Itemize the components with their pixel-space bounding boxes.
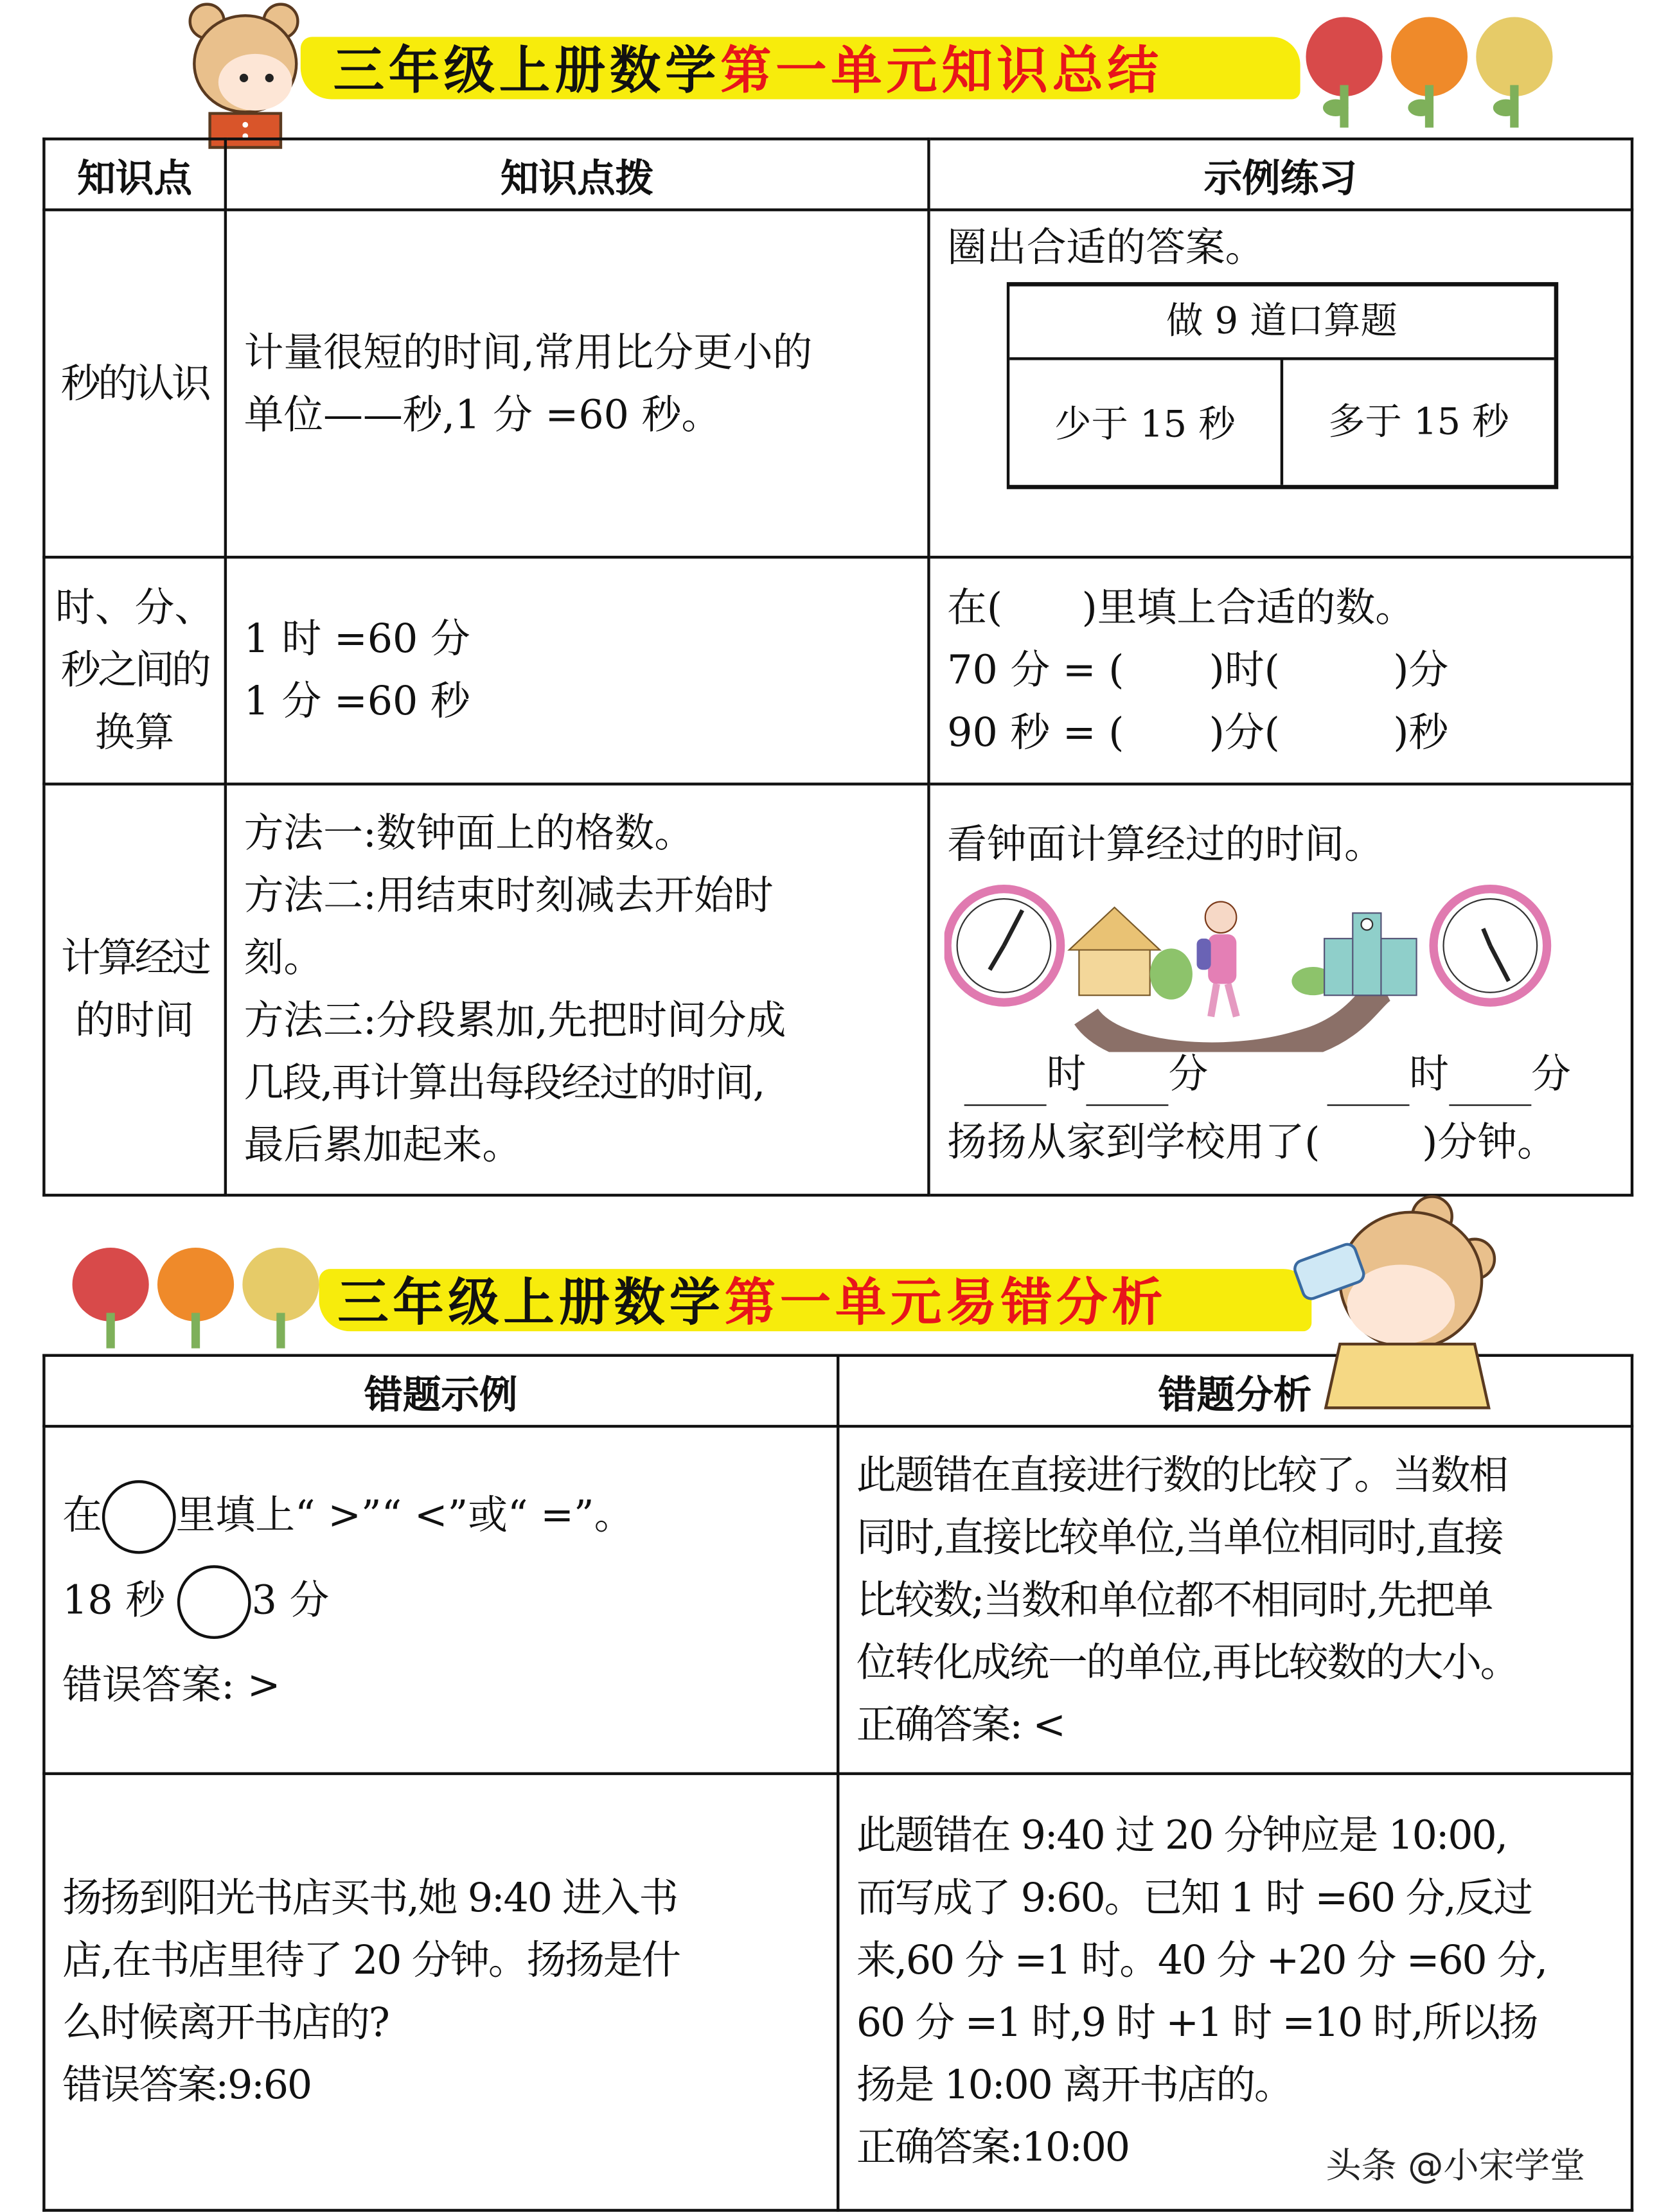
tip-line: 1 分 =60 秒 xyxy=(244,677,470,725)
correct-answer: 正确答案: < xyxy=(856,1701,1065,1747)
fill-text: 70 分 = ( xyxy=(947,646,1124,694)
start-minute-blank[interactable] xyxy=(1086,1062,1168,1106)
fill-text: )分( xyxy=(1209,709,1280,756)
header-error-example: 错题示例 xyxy=(44,1356,838,1426)
header-example: 示例练习 xyxy=(928,139,1632,209)
time-blanks xyxy=(964,1043,1571,1106)
example-line: 店,在书店里待了 20 分钟。扬扬是什 xyxy=(62,1936,680,1984)
wrong-answer: 错误答案: > xyxy=(62,1661,281,1708)
example-cell xyxy=(928,210,1632,558)
example-line: 扬扬到阳光书店买书,她 9:40 进入书 xyxy=(62,1874,677,1922)
error-example-cell xyxy=(44,1426,838,1774)
compare-circle-icon[interactable] xyxy=(178,1565,252,1639)
analysis-line: 此题错在直接进行数的比较了。当数相 xyxy=(856,1451,1507,1498)
question-text: )分钟。 xyxy=(1422,1119,1557,1165)
knowledge-summary-table xyxy=(42,137,1633,1196)
topic-cell xyxy=(44,557,225,784)
compare-circle-icon xyxy=(102,1480,176,1554)
tip-line: 单位——秒,1 分 =60 秒。 xyxy=(244,390,722,438)
title-red: 第一单元知识总结 xyxy=(720,42,1163,101)
minute-label: 分 xyxy=(1168,1050,1209,1098)
start-hour-blank[interactable] xyxy=(964,1062,1047,1106)
house-icon xyxy=(1069,907,1193,999)
topic-cell xyxy=(44,784,225,1195)
tulips-icon xyxy=(68,1245,330,1352)
section2-title xyxy=(337,1263,1167,1336)
topic-line: 换算 xyxy=(94,709,175,756)
fill-text: )分 xyxy=(1393,646,1449,694)
analysis-line: 扬是 10:00 离开书店的。 xyxy=(856,2061,1293,2109)
topic-line: 计算经过 xyxy=(60,934,209,982)
start-clock-icon xyxy=(947,889,1061,1003)
fill-line xyxy=(947,702,1617,764)
tip-line: 最后累加起来。 xyxy=(244,1121,522,1169)
example-prompt: 看钟面计算经过的时间。 xyxy=(947,820,1384,868)
topic-line: 秒之间的 xyxy=(60,646,209,694)
topic-cell: 秒的认识 xyxy=(44,210,225,558)
tip-line: 方法三:分段累加,先把时间分成 xyxy=(244,996,786,1044)
tip-line: 方法二:用结束时刻减去开始时 xyxy=(244,872,774,919)
hour-label: 时 xyxy=(1046,1050,1087,1098)
analysis-line: 比较数;当数和单位都不相同时,先把单 xyxy=(856,1575,1493,1623)
fill-line xyxy=(947,639,1617,702)
tip-cell xyxy=(226,557,929,784)
compare-right: 3 分 xyxy=(251,1575,330,1623)
fill-text: 90 秒 = ( xyxy=(947,709,1124,756)
end-minute-blank[interactable] xyxy=(1449,1062,1531,1106)
correct-answer: 正确答案:10:00 xyxy=(856,2123,1129,2171)
tip-line: 刻。 xyxy=(244,934,324,982)
option-less-than-15s[interactable]: 少于 15 秒 xyxy=(1009,360,1283,485)
section1-title xyxy=(333,31,1163,104)
tulips-icon xyxy=(1302,14,1564,135)
girl-drinking-illustration-icon xyxy=(1290,1188,1503,1422)
header-error-analysis: 错题分析 xyxy=(838,1356,1632,1426)
tip-line: 方法一:数钟面上的格数。 xyxy=(244,810,695,856)
example-line: 么时候离开书店的? xyxy=(62,1999,389,2046)
clock-journey-illustration-icon xyxy=(945,882,1554,1052)
title-black: 三年级上册数学 xyxy=(333,42,721,101)
answer-box xyxy=(1007,282,1558,489)
hour-label: 时 xyxy=(1409,1050,1450,1098)
tip-line: 计量很短的时间,常用比分更小的 xyxy=(244,328,813,375)
answer-box-title: 做 9 道口算题 xyxy=(1009,287,1554,360)
error-analysis-cell xyxy=(838,1426,1632,1774)
compare-left: 18 秒 xyxy=(62,1575,166,1623)
compare-expression xyxy=(62,1557,822,1642)
example-instruction xyxy=(62,1473,822,1557)
analysis-line: 而写成了 9:60。已知 1 时 =60 分,反过 xyxy=(856,1874,1532,1922)
analysis-line: 位转化成统一的单位,再比较数的大小。 xyxy=(856,1638,1519,1685)
tip-line: 1 时 =60 分 xyxy=(244,615,470,662)
example-prompt: 在( )里填上合适的数。 xyxy=(947,584,1415,632)
example-prompt: 圈出合适的答案。 xyxy=(947,224,1265,271)
watermark: 头条 @小宋学堂 xyxy=(1326,2145,1586,2186)
analysis-line: 60 分 =1 时,9 时 +1 时 =10 时,所以扬 xyxy=(856,1999,1538,2046)
topic-line: 时、分、 xyxy=(55,584,215,632)
table-row xyxy=(44,210,1632,558)
question-text: 扬扬从家到学校用了( xyxy=(947,1119,1320,1165)
error-analysis-table xyxy=(42,1354,1633,2211)
instruction-text: 在 xyxy=(62,1491,102,1538)
fill-text: )时( xyxy=(1209,646,1280,694)
option-more-than-15s[interactable]: 多于 15 秒 xyxy=(1328,401,1509,444)
school-icon xyxy=(1291,913,1416,995)
header-tip: 知识点拨 xyxy=(226,139,929,209)
analysis-line: 同时,直接比较单位,当单位相同时,直接 xyxy=(856,1513,1503,1561)
table-row xyxy=(44,784,1632,1195)
duration-question xyxy=(947,1111,1557,1174)
header-topic: 知识点 xyxy=(44,139,225,209)
end-clock-icon xyxy=(1433,889,1547,1003)
fill-text: )秒 xyxy=(1393,709,1449,756)
analysis-line: 来,60 分 =1 时。40 分 +20 分 =60 分, xyxy=(856,1936,1547,1984)
tip-cell xyxy=(226,784,929,1195)
table-row xyxy=(44,557,1632,784)
table-row xyxy=(44,1426,1632,1774)
instruction-text: 里填上“ >”“ <”或“ =”。 xyxy=(175,1491,634,1538)
topic-line: 的时间 xyxy=(75,996,195,1044)
wrong-answer: 错误答案:9:60 xyxy=(62,2061,311,2109)
title-red: 第一单元易错分析 xyxy=(724,1274,1167,1333)
walking-girl-icon xyxy=(1197,902,1237,1017)
minute-label: 分 xyxy=(1531,1050,1571,1098)
example-cell xyxy=(928,557,1632,784)
end-hour-blank[interactable] xyxy=(1327,1062,1409,1106)
title-black: 三年级上册数学 xyxy=(337,1274,725,1333)
error-example-cell xyxy=(44,1774,838,2211)
table-header-row xyxy=(44,139,1632,209)
example-cell xyxy=(928,784,1632,1195)
tip-cell xyxy=(226,210,929,558)
analysis-line: 此题错在 9:40 过 20 分钟应是 10:00, xyxy=(856,1812,1507,1859)
tip-line: 几段,再计算出每段经过的时间, xyxy=(244,1059,765,1106)
